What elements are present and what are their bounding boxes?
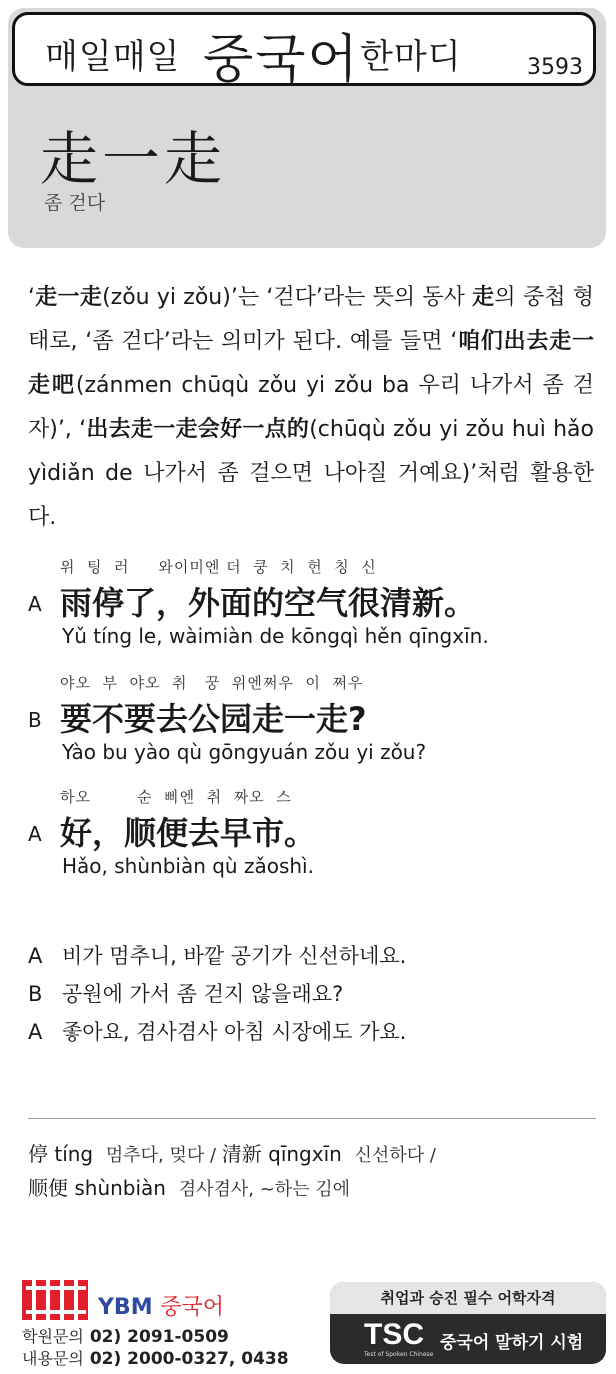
tsc-exam-name: 중국어 말하기 시험 [440, 1333, 584, 1353]
translation-line: A 좋아요, 겸사겸사 아침 시장에도 가요. [28, 1020, 407, 1044]
series-title-left: 매일매일 [45, 37, 181, 77]
pronunciation-guide: 위 팅 러 와이미엔 더 쿵 치 헌 칭 신 [60, 558, 377, 576]
pinyin-line: Yǔ tíng le, wàimiàn de kōngqì hěn qīngxīn. [62, 624, 489, 648]
chinese-sentence: 要不要去公园走一走? [60, 700, 367, 738]
speaker-label: A [28, 592, 42, 616]
tsc-logo-sub: Test of Spoken Chinese [364, 1351, 434, 1358]
contact-academy: 학원문의 02) 2091-0509 [22, 1327, 229, 1347]
chinese-sentence: 雨停了，外面的空气很清新。 [60, 584, 477, 622]
pinyin-line: Hǎo, shùnbiàn qù zǎoshì. [62, 854, 314, 878]
pinyin-line: Yào bu yào qù gōngyuán zǒu yi zǒu? [62, 740, 427, 764]
translation-line: B 공원에 가서 좀 걷지 않을래요? [28, 982, 344, 1006]
pronunciation-guide: 야오 부 야오 취 꿍 위엔쩌우 이 쩌우 [60, 674, 364, 692]
speaker-label: A [28, 822, 42, 846]
issue-number: 3593 [527, 55, 583, 80]
tsc-logo: TSC [364, 1318, 424, 1351]
contact-content: 내용문의 02) 2000-0327, 0438 [22, 1349, 289, 1369]
series-title-main: 중국어 [203, 30, 360, 90]
vocab-divider [28, 1118, 596, 1119]
phrase-korean: 좀 걷다 [44, 192, 106, 214]
phrase-hanzi: 走一走 [40, 125, 227, 193]
chinese-sentence: 好，顺便去早市。 [60, 814, 317, 852]
vocab-line: 顺便 shùnbiàn 겸사겸사, ~하는 김에 [28, 1176, 351, 1200]
series-title-box [12, 12, 596, 90]
tsc-tagline: 취업과 승진 필수 어학자격 [330, 1282, 606, 1314]
ybm-brand: YBM 중국어 [98, 1295, 225, 1320]
vocab-line: 停 tíng 멈추다, 멎다 / 清新 qīngxīn 신선하다 / [28, 1142, 436, 1166]
explanation-paragraph: ‘走一走(zǒu yi zǒu)’는 ‘걷다’라는 뜻의 동사 走의 중첩 형태로, ‘좀 걷다’라는 의미가 된다. 예를 들면 ‘咱们出去走一走吧(zánmen chūqù zǒu yi zǒu ba 우리 나가서 좀 걷자)’, ‘出去走一走会好一点的(chūqù zǒu yi zǒu huì hǎo yìdiǎn de 나가서 좀 걸으면 나아질 거예요)’처럼 활용한다. [28, 285, 594, 530]
speaker-label: B [28, 708, 42, 732]
series-title-right: 한마디 [360, 37, 462, 77]
pronunciation-guide: 하오 순 삐엔 취 짜오 스 [60, 788, 292, 806]
ybm-logo-icon [22, 1280, 92, 1320]
translation-line: A 비가 멈추니, 바깥 공기가 신선하네요. [28, 944, 407, 968]
tsc-banner [330, 1282, 606, 1364]
